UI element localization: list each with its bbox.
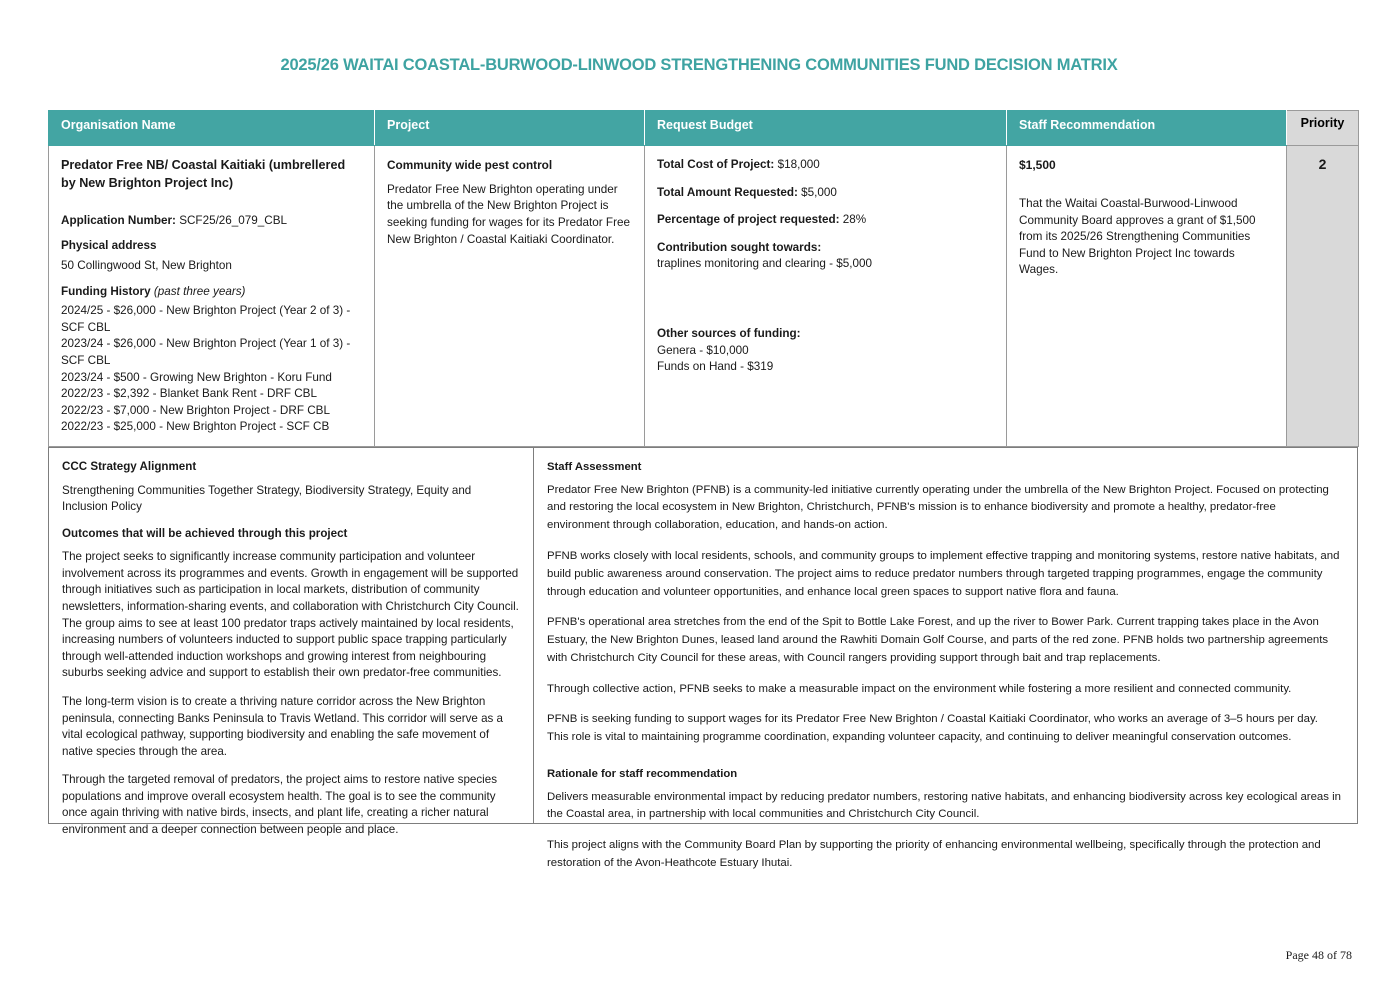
decision-matrix-table [48,110,1359,447]
detail-panels [48,447,1358,869]
cell-organisation [49,146,375,447]
page-title: 2025/26 WAITAI COASTAL-BURWOOD-LINWOOD STRENGTHENING COMMUNITIES FUND DECISION MATRIX [280,56,1118,74]
list-item: 2022/23 - $7,000 - New Brighton Project - DRF CBL [61,403,330,417]
percentage-value: 28% [842,213,867,227]
other-sources-block [657,326,994,376]
physical-address-value: 50 Collingwood St, New Brighton [61,258,232,272]
rationale-heading: Rationale for staff recommendation [547,767,738,780]
cell-request-budget [645,146,1007,447]
contribution-row [657,240,994,273]
staff-assessment-panel [534,448,1357,869]
list-item: 2023/24 - $26,000 - New Brighton Project (Year 1 of 3) - SCF CBL [61,337,351,368]
strategy-alignment-panel [49,448,534,836]
total-cost-value: $18,000 [777,158,820,171]
spacer [61,199,362,213]
contribution-label: Contribution sought towards: [657,240,822,254]
strategy-alignment-heading: CCC Strategy Alignment [62,460,197,473]
other-sources-label: Other sources of funding: [657,327,801,341]
funding-history-label [61,284,362,301]
funding-history-list [61,303,362,436]
physical-address-label: Physical address [61,239,157,253]
outcomes-paragraph: The project seeks to significantly increase community participation and volunteer involvement across its programmes and events. Growth in engagement will be supported through initiatives such as participation in local markets, distribution of community newsletters, information-sharing events, and collaboration with Christchurch City Council. The group aims to see at least 100 predator traps actively maintained by local residents, increasing numbers of volunteers inducted to support public space trapping particularly through well-attended induction workshops and growing interest from neighbouring suburbs seeking advice and support to establish their own predator-free communities. [62,550,519,680]
recommended-amount: $1,500 [1019,158,1056,172]
cell-staff-recommendation [1007,146,1287,447]
assessment-paragraph: Through collective action, PFNB seeks to make a measurable impact on the environment while fostering a more resilient and connected community. [547,682,1292,695]
application-number-value: SCF25/26_079_CBL [179,213,288,227]
recommendation-text: That the Waitai Coastal-Burwood-Linwood Community Board approves a grant of $1,500 from its 2025/26 Strengthening Communities Fund to New Brighton Project Inc towards Wages. [1019,197,1256,277]
rationale-paragraph: Delivers measurable environmental impact by reducing predator numbers, restoring native habitats, and enhancing biodiversity across key ecological areas in the Coastal area, in partnership with local communities and Christchurch City Council. [547,790,1341,821]
spacer [657,284,994,326]
total-requested-row [657,185,994,202]
list-item: 2024/25 - $26,000 - New Brighton Project (Year 2 of 3) - SCF CBL [61,304,351,334]
list-item: 2022/23 - $2,392 - Blanket Bank Rent - DRF CBL [61,387,317,401]
organisation-name: Predator Free NB/ Coastal Kaitiaki (umbrellered by New Brighton Project Inc) [61,158,346,190]
list-item: 2022/23 - $25,000 - New Brighton Project - SCF CB [61,420,330,434]
contribution-value: traplines monitoring and clearing - $5,000 [657,257,873,271]
column-header-project: Project [375,111,645,146]
cell-project [375,146,645,447]
strategy-alignment-text: Strengthening Communities Together Strategy, Biodiversity Strategy, Equity and Inclusion Policy [62,483,472,514]
assessment-paragraph: PFNB's operational area stretches from the end of the Spit to Bottle Lake Forest, and up the river to Bower Park. Current trapping takes place in the Avon Estuary, the New Brighton Dunes, leased land around the Rawhiti Domain Golf Course, and parts of the red zone. PFNB holds two partnership agreements with Christchurch City Council for these areas, with Council rangers providing support through bait and trap replacements. [547,616,1329,664]
rationale-paragraph: This project aligns with the Community Board Plan by supporting the priority of enhancing environmental wellbeing, specifically through the protection and restoration of the Avon-Heathcote Estuary Ihutai. [547,839,1321,869]
outcomes-paragraph: Through the targeted removal of predators, the project aims to restore native species populations and improve overall ecosystem health. The goal is to see the community once again thriving with native birds, insects, and plant life, creating a richer natural environment and a deeper connection between people and place. [62,773,497,836]
assessment-paragraph: PFNB is seeking funding to support wages for its Predator Free New Brighton / Coastal Kaitiaki Coordinator, who works an average of 3–5 hours per day. This role is vital to maintaining programme coordination, expanding volunteer capacity, and continuing to deliver meaningful conservation outcomes. [547,713,1318,744]
percentage-row [657,212,994,229]
assessment-paragraph: PFNB works closely with local residents, schools, and community groups to implement effective trapping and monitoring systems, restore native habitats, and build public awareness around conservation. The project aims to reduce predator numbers through targeted trapping programmes, engage the community through education and volunteer opportunities, and enhance local green spaces to support native flora and fauna. [547,549,1340,598]
total-requested-value: $5,000 [801,185,837,199]
outcomes-paragraph: The long-term vision is to create a thriving nature corridor across the New Brighton peninsula, connecting Banks Peninsula to Travis Wetland. This corridor will serve as a vital ecological pathway, supporting biodiversity and enabling the safe movement of native species through the area. [62,694,503,758]
application-number-row [61,213,362,230]
column-header-organisation: Organisation Name [49,111,375,146]
project-title: Community wide pest control [387,158,553,172]
total-cost-label: Total Cost of Project: [657,158,775,171]
column-header-request-budget: Request Budget [645,111,1007,146]
table-header-row [49,111,1359,146]
other-source-item: Genera - $10,000 [657,343,749,357]
staff-assessment-heading: Staff Assessment [547,461,642,473]
total-requested-label: Total Amount Requested: [657,185,798,199]
percentage-label: Percentage of project requested: [657,213,840,227]
total-cost-row [657,157,994,174]
table-row [49,146,1359,447]
funding-history-title: Funding History [61,284,151,298]
page-footer: Page 48 of 78 [1285,948,1352,962]
application-number-label: Application Number: [61,213,176,227]
project-description: Predator Free New Brighton operating under the umbrella of the New Brighton Project is seeking funding for wages for its Predator Free New Brighton / Coastal Kaitiaki Coordinator. [387,182,630,246]
column-header-priority: Priority [1287,111,1359,146]
outcomes-heading: Outcomes that will be achieved through this project [62,526,348,540]
assessment-paragraph: Predator Free New Brighton (PFNB) is a community-led initiative currently operating under the umbrella of the New Brighton Project. Focused on protecting and restoring the local ecosystem in New Brighton, Christchurch, PFNB's mission is to enhance biodiversity and promote a healthy, predator-free environment through collaboration, education, and hands-on action. [547,483,1329,532]
cell-priority: 2 [1287,146,1359,447]
column-header-staff-recommendation: Staff Recommendation [1007,111,1287,146]
funding-history-note: (past three years) [153,284,246,298]
other-source-item: Funds on Hand - $319 [657,360,774,374]
list-item: 2023/24 - $500 - Growing New Brighton - Koru Fund [61,370,332,384]
